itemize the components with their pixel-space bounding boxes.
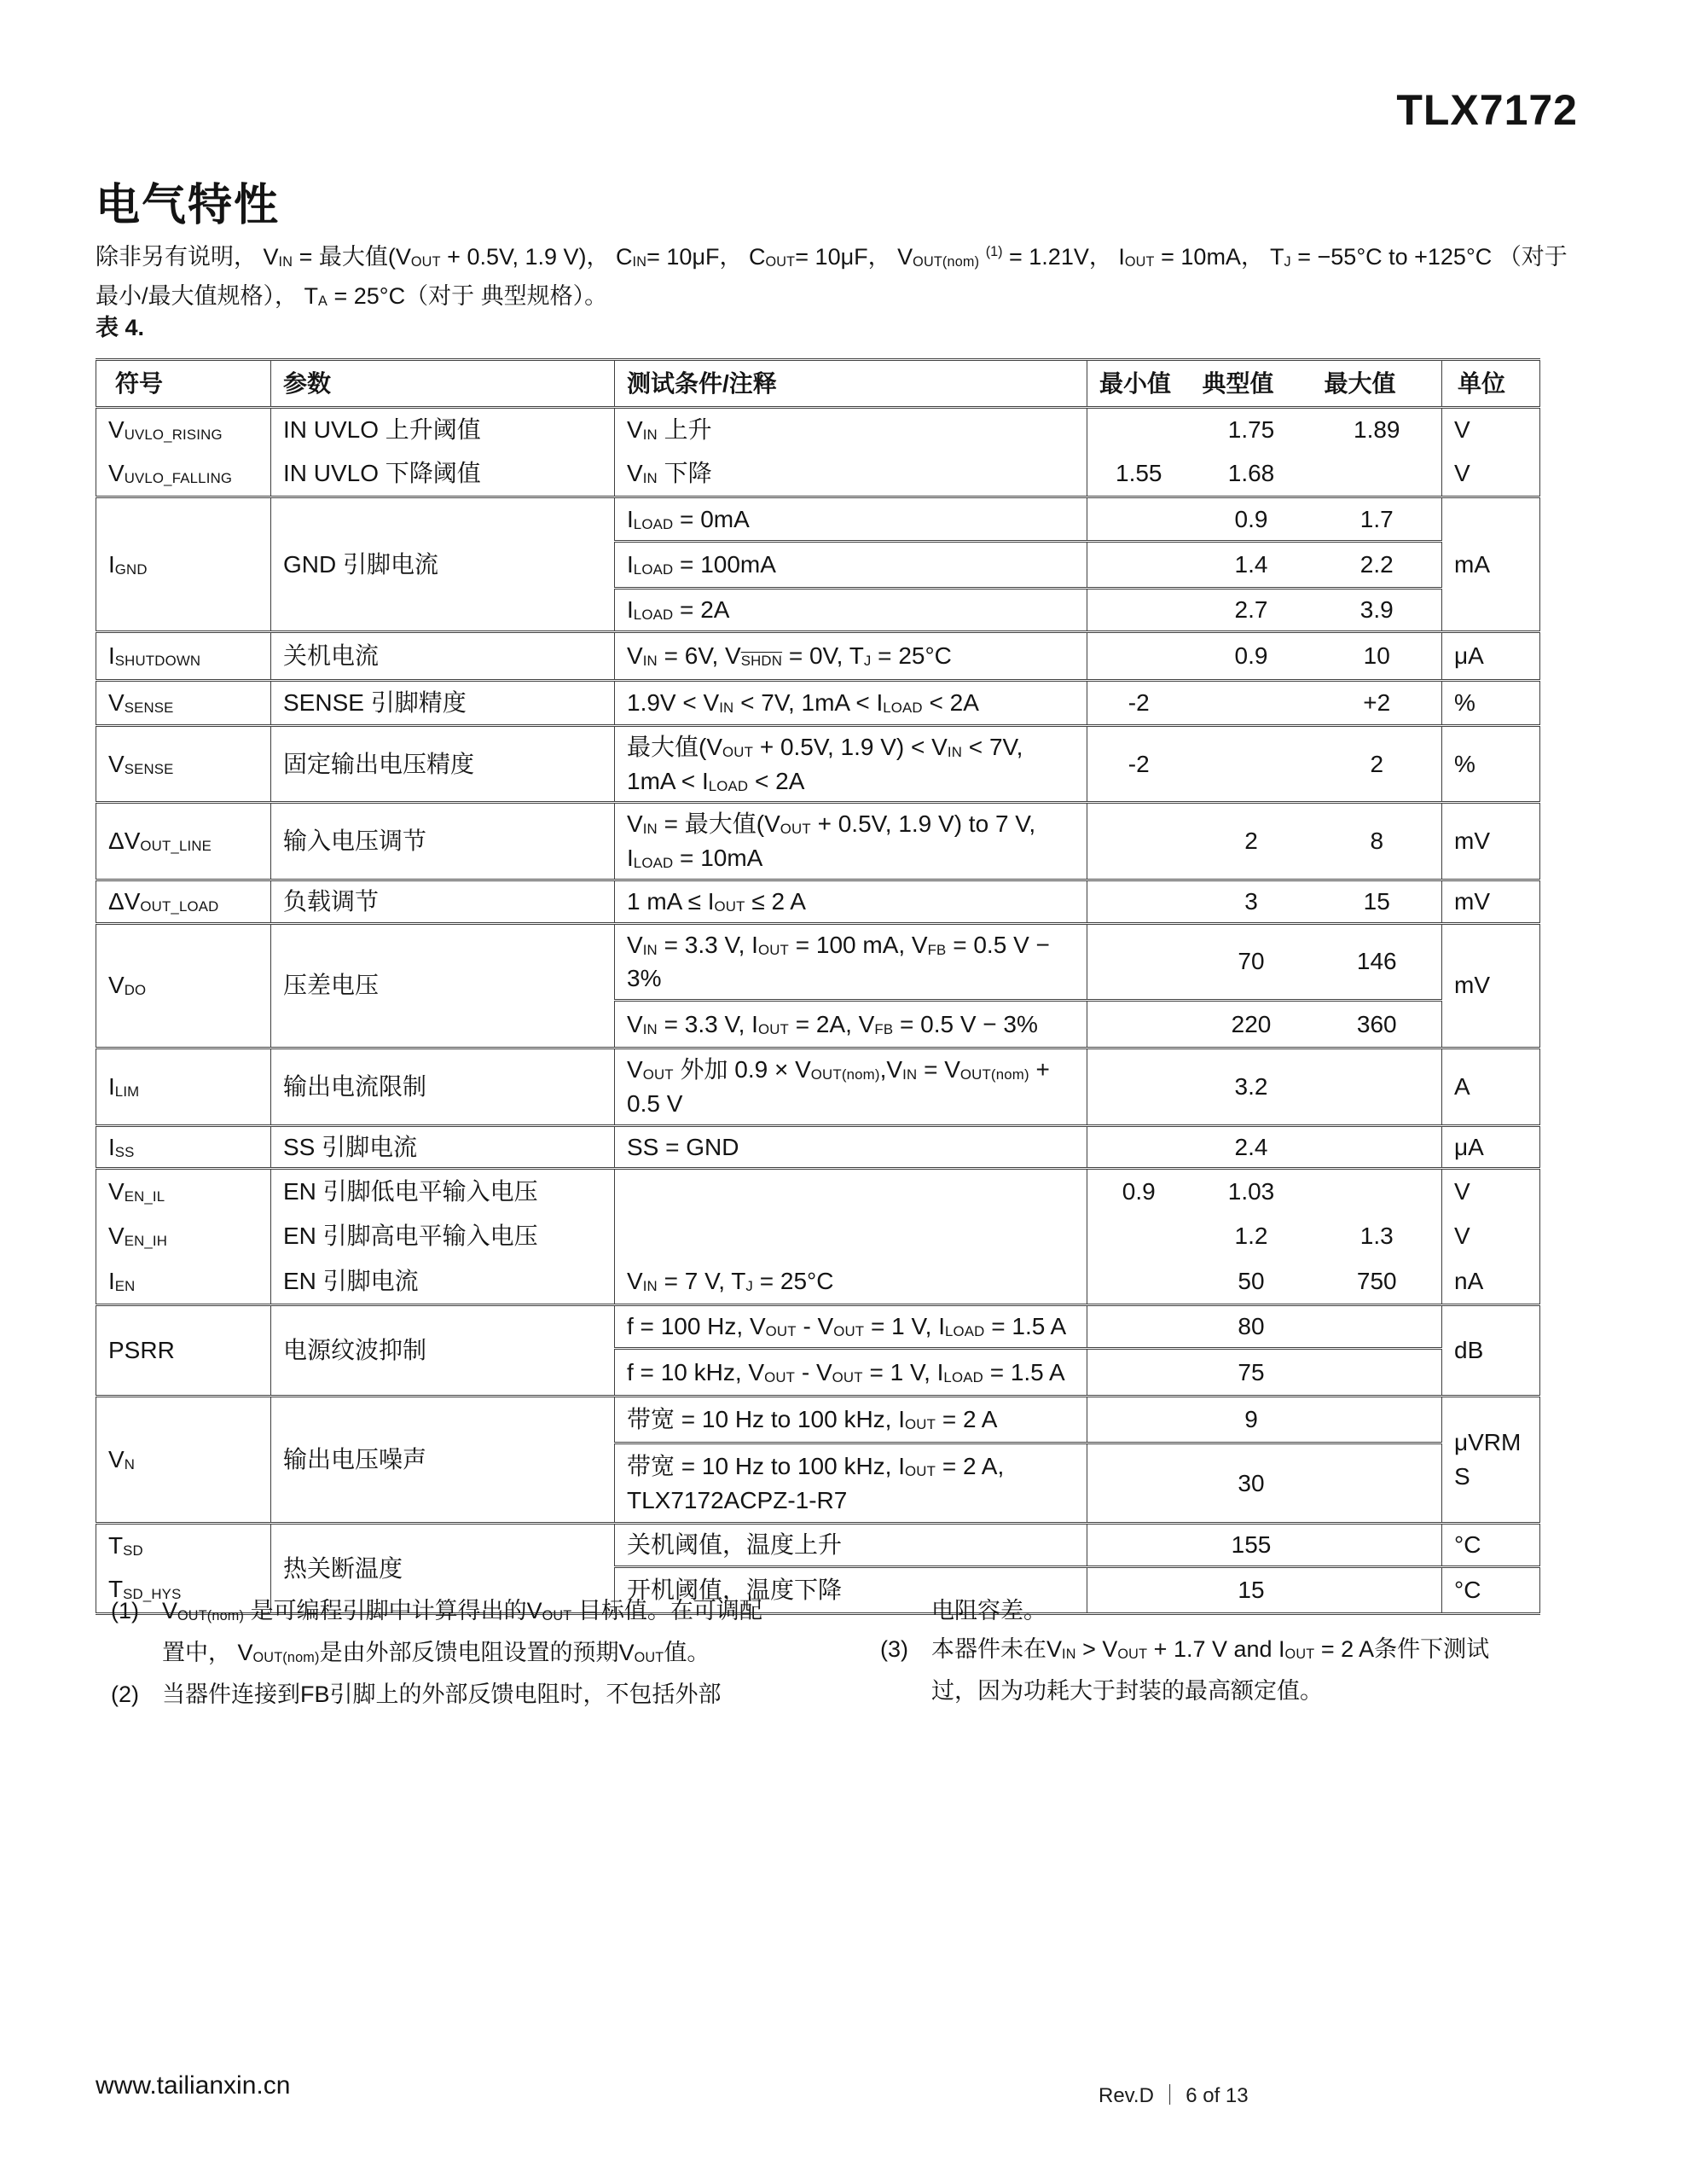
col-header-min: 最小值	[1087, 360, 1191, 408]
table-row	[96, 1524, 1540, 1567]
td-max	[1313, 1048, 1442, 1126]
td-sym: $T_{SD}$	[96, 1524, 271, 1567]
td-sym: $V_{UVLO\_FALLING}$	[108, 460, 233, 487]
footer-revision-page: Rev.D ｜ 6 of 13	[1099, 2084, 1249, 2107]
table-row	[96, 880, 1540, 923]
footnotes-right-column	[880, 1592, 1503, 1711]
td-min: -2	[1087, 680, 1191, 725]
td-typ: 75	[1191, 1349, 1313, 1397]
td-min: 0.9	[1087, 1169, 1191, 1214]
td-param: IN UVLO 下降阈值	[271, 452, 615, 497]
td-sym: $I_{SHUTDOWN}$	[96, 631, 271, 680]
td-min	[1087, 1524, 1191, 1567]
table-row	[96, 497, 1540, 542]
td-cond: $V_{IN}$ 下降	[615, 452, 1087, 497]
footnote-2-continuation	[880, 1592, 1503, 1630]
td-max	[1313, 1524, 1442, 1567]
td-max: 1.7	[1313, 497, 1442, 542]
td-typ: 15	[1191, 1566, 1313, 1613]
table-row	[96, 1214, 1540, 1259]
td-param: EN 引脚高电平输入电压	[271, 1214, 615, 1259]
td-unit: dB	[1442, 1305, 1540, 1397]
footnote-3	[880, 1630, 1503, 1711]
table-row	[96, 725, 1540, 803]
table-header-row	[96, 360, 1540, 408]
td-param: 输出电流限制	[271, 1048, 615, 1126]
electrical-characteristics-table	[96, 358, 1540, 1615]
td-cond: SS = GND	[615, 1125, 1087, 1169]
td-sym: $V_{UVLO\_RISING}$	[108, 416, 223, 444]
td-unit: V	[1442, 408, 1540, 452]
td-unit: V	[1442, 1214, 1540, 1259]
footnote-1-text: $V_{OUT(nom)}$ 是可编程引脚中计算得出的$V_{OUT}$ 目标值。在可调配置中， $V_{OUT(nom)}$是由外部反馈电阻设置的预期$V_{OUT}$值。	[162, 1598, 762, 1665]
td-max: 15	[1313, 880, 1442, 923]
td-unit: μA	[1442, 631, 1540, 680]
footer-website: www.tailianxin.cn	[96, 2071, 291, 2100]
table-row	[96, 803, 1540, 880]
td-param: 关机电流	[271, 631, 615, 680]
td-max: 2	[1313, 725, 1442, 803]
td-sym: $\Delta V_{OUT\_LINE}$	[96, 803, 271, 880]
td-cond: 1 mA ≤ $I_{OUT} \le 2$ A	[615, 880, 1087, 923]
td-min	[1087, 1305, 1191, 1349]
table-row	[96, 1169, 1540, 1214]
td-param: EN 引脚低电平输入电压	[271, 1169, 615, 1214]
td-cond: f = 100 Hz, $V_{OUT} - V_{OUT} = 1$ V, $I_{LOAD} = 1.5$ A	[615, 1305, 1087, 1349]
td-unit: A	[1442, 1048, 1540, 1126]
td-min	[1087, 1048, 1191, 1126]
td-param: 输入电压调节	[271, 803, 615, 880]
td-min	[1087, 408, 1191, 452]
table-row	[96, 452, 1540, 497]
td-sym: $I_{SS}$	[96, 1125, 271, 1169]
td-typ: 2.7	[1191, 589, 1313, 632]
td-param: IN UVLO 上升阈值	[271, 408, 615, 452]
td-typ: 3.2	[1191, 1048, 1313, 1126]
td-cond: $V_{IN}$ = 最大值($V_{OUT} + 0.5V$, 1.9 V) to 7 V, $I_{LOAD} = 10mA$	[615, 803, 1087, 880]
td-typ	[1191, 725, 1313, 803]
footnote-2-continuation-text: 电阻容差。	[931, 1598, 1046, 1623]
td-param: 输出电压噪声	[271, 1397, 615, 1524]
td-max: 146	[1313, 923, 1442, 1001]
td-sym: $V_{SENSE}$	[96, 725, 271, 803]
td-sym: $V_{SENSE}$	[96, 680, 271, 725]
td-cond: $I_{LOAD} = 0mA$	[615, 497, 1087, 542]
intro-conditions-text: 除非另有说明， $V_{IN}$ = 最大值($V_{OUT} + 0.5V$, 1.9 V)， $C_{IN}= 10\mu F$， $C_{OUT}= 10\mu F$， $V_{OUT(nom)}$ $^{(1)}$ = 1.21V， $I_{OUT} = 10mA$， $T_J = -55^\circ C$ to +125°C （对于最小/最大值规格）， $T_A = 25^\circ C$（对于 典型规格）。	[96, 244, 1568, 309]
td-typ: 1.2	[1234, 1223, 1268, 1250]
td-cond	[615, 1214, 1087, 1259]
table-label: 表 4.	[96, 315, 145, 340]
td-max	[1313, 1305, 1442, 1349]
td-max	[1313, 452, 1442, 497]
col-header-symbol: 符号	[96, 360, 271, 408]
td-typ: 9	[1191, 1397, 1313, 1443]
td-min	[1087, 497, 1191, 542]
td-cond: 带宽 = 10 Hz to 100 kHz, $I_{OUT} = 2$ A, TLX7172ACPZ-1-R7	[615, 1443, 1087, 1524]
td-sym: $V_{EN\_IL}$	[96, 1169, 271, 1214]
td-min	[1087, 880, 1191, 923]
td-min	[1087, 1397, 1191, 1443]
td-cond: 带宽 = 10 Hz to 100 kHz, $I_{OUT} = 2$ A	[615, 1397, 1087, 1443]
td-sym: $V_N$	[96, 1397, 271, 1524]
td-max: 2.2	[1313, 542, 1442, 589]
td-min	[1087, 1125, 1191, 1169]
table-row	[96, 680, 1540, 725]
td-cond	[615, 1169, 1087, 1214]
td-param: SS 引脚电流	[271, 1125, 615, 1169]
td-param: EN 引脚电流	[271, 1259, 615, 1305]
table-row	[96, 408, 1540, 452]
td-param: 电源纹波抑制	[271, 1305, 615, 1397]
footnotes-left-column	[111, 1592, 785, 1714]
col-header-parameter: 参数	[271, 360, 615, 408]
td-typ: 1.4	[1191, 542, 1313, 589]
td-min	[1087, 542, 1191, 589]
table-row	[96, 1125, 1540, 1169]
td-typ: 1.68	[1227, 460, 1275, 487]
td-unit: mV	[1442, 923, 1540, 1048]
td-param: 压差电压	[271, 923, 615, 1048]
td-min	[1087, 1001, 1191, 1048]
td-min	[1087, 1349, 1191, 1397]
td-param: SENSE 引脚精度	[271, 680, 615, 725]
td-typ: 1.75	[1227, 416, 1275, 444]
footnote-2-text: 当器件连接到FB引脚上的外部反馈电阻时，不包括外部	[162, 1682, 722, 1707]
td-cond: $V_{OUT}$ 外加 $0.9 \times V_{OUT(nom)},V_{IN} = V_{OUT(nom)} + 0.5$ V	[615, 1048, 1087, 1126]
td-unit: mA	[1442, 497, 1540, 632]
col-header-conditions: 测试条件/注释	[615, 360, 1087, 408]
td-max: 1.89	[1354, 416, 1400, 444]
td-max: +2	[1313, 680, 1442, 725]
td-typ: 2	[1191, 803, 1313, 880]
doc-title: TLX7172	[1396, 86, 1578, 134]
td-max: 3.9	[1313, 589, 1442, 632]
td-unit: mV	[1442, 880, 1540, 923]
td-max: 10	[1313, 631, 1442, 680]
td-cond: $V_{IN} = 3.3$ V, $I_{OUT} = 100$ mA, $V_{FB} = 0.5$ V − 3%	[615, 923, 1087, 1001]
col-header-typ: 典型值	[1191, 360, 1313, 408]
col-header-max: 最大值	[1313, 360, 1442, 408]
td-sym: PSRR	[96, 1305, 271, 1397]
td-sym: $I_{LIM}$	[96, 1048, 271, 1126]
td-sym: $\Delta V_{OUT\_LOAD}$	[96, 880, 271, 923]
td-min	[1087, 923, 1191, 1001]
td-max: 1.3	[1359, 1223, 1394, 1250]
td-param: GND 引脚电流	[271, 497, 615, 632]
td-typ: 220	[1191, 1001, 1313, 1048]
td-typ: 70	[1191, 923, 1313, 1001]
td-max	[1313, 1443, 1442, 1524]
td-cond: $I_{LOAD} = 2A$	[615, 589, 1087, 632]
table-row	[96, 1397, 1540, 1443]
footnote-spacer	[880, 1592, 931, 1630]
td-unit: °C	[1442, 1524, 1540, 1567]
td-typ: 1.03	[1191, 1169, 1313, 1214]
td-param: 热关断温度	[271, 1524, 615, 1614]
td-min	[1087, 1443, 1191, 1524]
td-min	[1087, 803, 1191, 880]
td-cond: 最大值($V_{OUT} + 0.5V$, 1.9 $V) < V_{IN} < 7V$, $1mA < I_{LOAD} < 2A$	[615, 725, 1087, 803]
td-cond: $V_{IN} = 6V$, $V_{SHDN} = 0V$, $T_J = 25^\circ C$	[615, 631, 1087, 680]
td-min	[1087, 1214, 1191, 1259]
td-typ: 2.4	[1191, 1125, 1313, 1169]
table-row	[96, 631, 1540, 680]
td-min	[1087, 631, 1191, 680]
footnote-1	[111, 1592, 785, 1676]
td-unit: °C	[1442, 1566, 1540, 1613]
td-sym: $V_{DO}$	[96, 923, 271, 1048]
td-typ: 50	[1238, 1268, 1265, 1295]
col-header-unit: 单位	[1442, 360, 1540, 408]
td-cond: f = 10 kHz, $V_{OUT} - V_{OUT} = 1$ V, $I_{LOAD} = 1.5$ A	[615, 1349, 1087, 1397]
td-max	[1313, 1169, 1442, 1214]
td-unit: %	[1442, 725, 1540, 803]
td-sym: $V_{EN\_IH}$	[108, 1223, 168, 1250]
td-min: 1.55	[1087, 452, 1191, 497]
td-unit: V	[1442, 452, 1540, 497]
table-row	[96, 923, 1540, 1001]
td-unit: μVRMS	[1442, 1397, 1540, 1524]
td-cond: $V_{IN}$ 上升	[615, 408, 1087, 452]
td-max	[1313, 1397, 1442, 1443]
td-typ	[1191, 680, 1313, 725]
td-typ: 0.9	[1191, 631, 1313, 680]
td-max: 8	[1313, 803, 1442, 880]
td-unit: mV	[1442, 803, 1540, 880]
td-max: 360	[1313, 1001, 1442, 1048]
td-typ: 155	[1191, 1524, 1313, 1567]
td-typ: 3	[1191, 880, 1313, 923]
td-max: 750	[1356, 1268, 1397, 1295]
table-row	[96, 1048, 1540, 1126]
footnote-1-number: (1)	[111, 1598, 139, 1623]
footnote-3-number: (3)	[880, 1636, 908, 1662]
footnote-3-text: 本器件未在$V_{IN} > V_{OUT} + 1.7$ V and $I_{OUT} = 2$ A条件下测试过，因为功耗大于封装的最高额定值。	[931, 1636, 1490, 1704]
section-title: 电气特性	[96, 181, 281, 230]
td-max	[1313, 1349, 1442, 1397]
td-cond: $V_{IN} = 3.3$ V, $I_{OUT} = 2A$, $V_{FB} = 0.5$ V − 3%	[615, 1001, 1087, 1048]
td-cond: 关机阈值，温度上升	[615, 1524, 1087, 1567]
td-typ: 0.9	[1191, 497, 1313, 542]
td-unit: μA	[1442, 1125, 1540, 1169]
td-sym: $I_{EN}$	[108, 1268, 136, 1295]
td-min: -2	[1087, 725, 1191, 803]
td-unit: nA	[1442, 1259, 1540, 1305]
td-max	[1313, 1125, 1442, 1169]
footnote-2-number: (2)	[111, 1682, 139, 1707]
table-row	[96, 1259, 1540, 1305]
td-cond: $I_{LOAD} = 100mA$	[615, 542, 1087, 589]
td-min	[1087, 589, 1191, 632]
td-cond: $1.9V < V_{IN} < 7V$, $1mA < I_{LOAD} < 2A$	[615, 680, 1087, 725]
td-typ: 30	[1191, 1443, 1313, 1524]
footnote-2	[111, 1676, 785, 1714]
td-param: 固定输出电压精度	[271, 725, 615, 803]
td-typ: 80	[1191, 1305, 1313, 1349]
td-unit: %	[1442, 680, 1540, 725]
td-sym: $I_{GND}$	[96, 497, 271, 632]
table-row	[96, 1305, 1540, 1349]
td-cond: 开机阈值，温度下降	[615, 1566, 1087, 1613]
td-min	[1087, 1259, 1191, 1305]
td-param: 负载调节	[271, 880, 615, 923]
td-unit: V	[1442, 1169, 1540, 1214]
td-cond: $V_{IN} = 7$ V, $T_J = 25^\circ C$	[615, 1259, 1087, 1305]
td-sym: $T_{SD\_HYS}$	[108, 1576, 182, 1603]
